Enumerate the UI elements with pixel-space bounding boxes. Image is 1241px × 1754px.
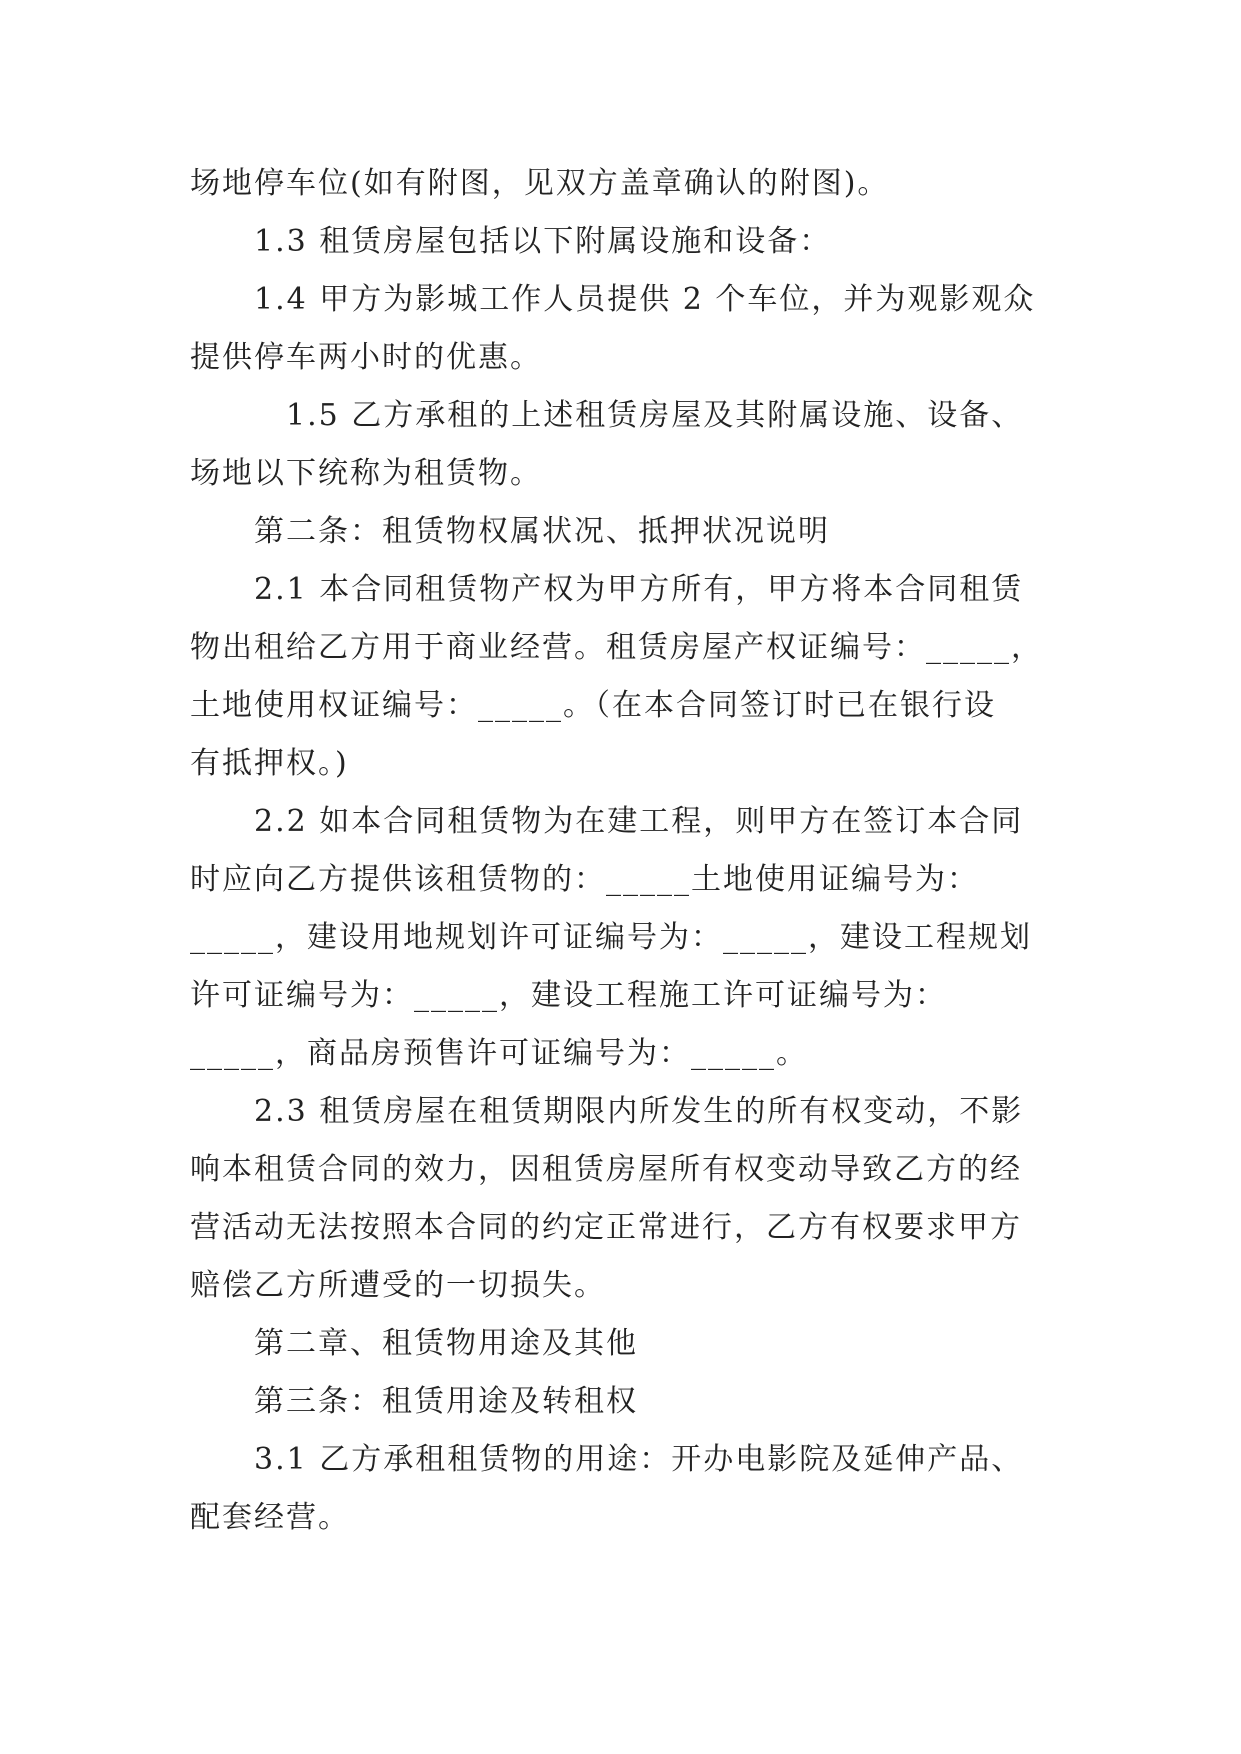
text-line: 提供停车两小时的优惠。 xyxy=(190,340,542,375)
text-line: 时应向乙方提供该租赁物的：_____土地使用证编号为： xyxy=(190,862,979,897)
text-line: 2.3 租赁房屋在租赁期限内所发生的所有权变动，不影 xyxy=(190,1094,1024,1129)
text-line: 有抵押权。) xyxy=(190,746,349,781)
text-line: 1.3 租赁房屋包括以下附属设施和设备： xyxy=(190,224,832,259)
text-line: 3.1 乙方承租租赁物的用途：开办电影院及延伸产品、 xyxy=(190,1442,1024,1477)
text-line: 赔偿乙方所遭受的一切损失。 xyxy=(190,1268,606,1303)
text-line: _____，建设用地规划许可证编号为：_____，建设工程规划 xyxy=(190,920,1032,955)
text-line: 营活动无法按照本合同的约定正常进行，乙方有权要求甲方 xyxy=(190,1210,1022,1245)
text-line: _____，商品房预售许可证编号为：_____。 xyxy=(190,1036,808,1071)
text-line: 1.5 乙方承租的上述租赁房屋及其附属设施、设备、 xyxy=(190,398,1024,433)
section-heading: 第二条：租赁物权属状况、抵押状况说明 xyxy=(190,514,830,549)
text-line: 1.4 甲方为影城工作人员提供 2 个车位，并为观影观众 xyxy=(190,282,1036,317)
text-line: 许可证编号为：_____，建设工程施工许可证编号为： xyxy=(190,978,947,1013)
text-line: 场地停车位(如有附图，见双方盖章确认的附图)。 xyxy=(190,166,890,201)
text-line: 配套经营。 xyxy=(190,1500,350,1535)
text-line: 2.1 本合同租赁物产权为甲方所有，甲方将本合同租赁 xyxy=(190,572,1024,607)
text-line: 场地以下统称为租赁物。 xyxy=(190,456,542,491)
text-line: 物出租给乙方用于商业经营。租赁房屋产权证编号：_____， xyxy=(190,630,1043,665)
text-line: 2.2 如本合同租赁物为在建工程，则甲方在签订本合同 xyxy=(190,804,1024,839)
text-line: 响本租赁合同的效力，因租赁房屋所有权变动导致乙方的经 xyxy=(190,1152,1022,1187)
text-line: 土地使用权证编号：_____。（在本合同签订时已在银行设 xyxy=(190,688,996,723)
section-heading: 第三条：租赁用途及转租权 xyxy=(190,1384,638,1419)
chapter-heading: 第二章、租赁物用途及其他 xyxy=(190,1326,638,1361)
